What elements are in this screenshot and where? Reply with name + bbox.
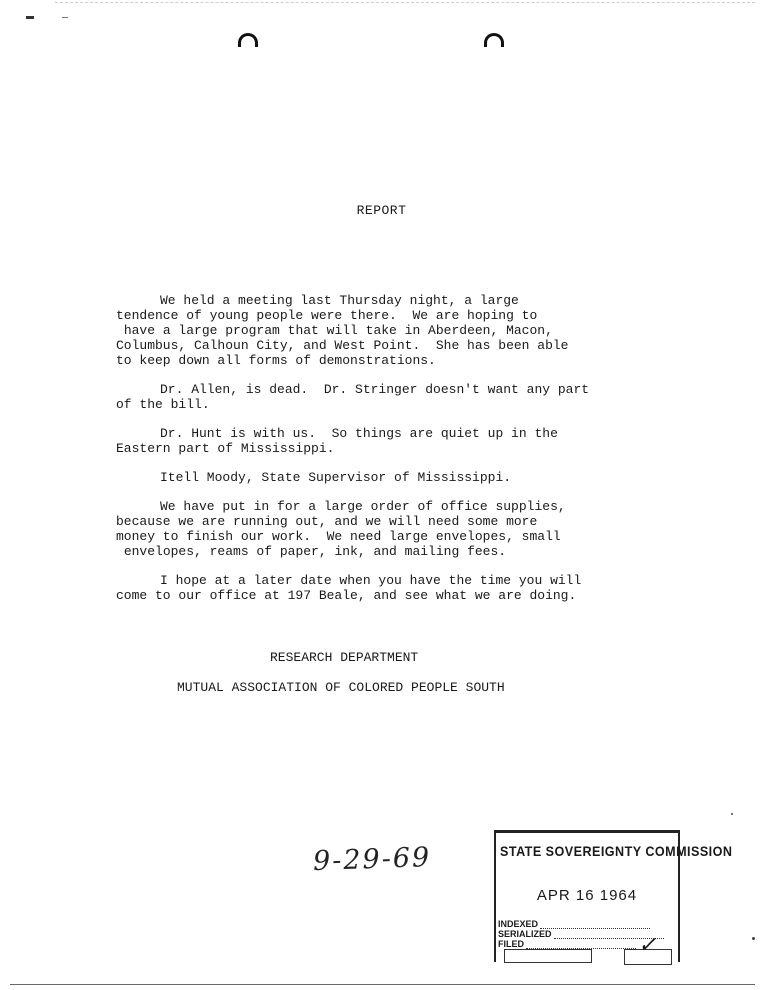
- signature-organization: MUTUAL ASSOCIATION OF COLORED PEOPLE SOUTH: [177, 680, 505, 695]
- paragraph-line: to keep down all forms of demonstrations.: [116, 353, 436, 368]
- stamp-row-label: INDEXED: [498, 919, 539, 929]
- scan-mark: [62, 17, 68, 18]
- commission-stamp: [494, 830, 733, 962]
- scan-speck: [731, 813, 733, 815]
- paragraph: [116, 293, 676, 368]
- paragraph-line: Itell Moody, State Supervisor of Mississippi.: [160, 470, 512, 485]
- stamp-row-filed: [498, 939, 636, 949]
- signature-department: RESEARCH DEPARTMENT: [270, 650, 419, 665]
- binder-hole-mark: [238, 33, 258, 47]
- paragraph-line: tendence of young people were there. We are hoping to: [116, 308, 538, 323]
- paragraph-line: Eastern part of Mississippi.: [116, 441, 335, 456]
- stamp-row-label: SERIALIZED: [498, 929, 552, 939]
- paragraph-line: money to finish our work. We need large envelopes, small: [116, 529, 561, 544]
- scan-edge-line: [55, 2, 755, 3]
- paragraph-line: envelopes, reams of paper, ink, and mailing fees.: [116, 544, 507, 559]
- paragraph-line: of the bill.: [116, 397, 210, 412]
- initials-scribble-icon: ✓: [638, 933, 657, 958]
- scan-speck: [752, 937, 755, 940]
- paragraph-line: We have put in for a large order of office supplies,: [160, 499, 566, 514]
- paragraph-line: Columbus, Calhoun City, and West Point. She has been able: [116, 338, 569, 353]
- binder-hole-mark: [484, 33, 504, 47]
- paragraph: [116, 573, 676, 603]
- paragraph-line: Dr. Hunt is with us. So things are quiet up in the: [160, 426, 558, 441]
- scan-mark: [26, 16, 34, 19]
- paragraph: [116, 470, 676, 485]
- paragraph-line: have a large program that will take in Aberdeen, Macon,: [116, 323, 553, 338]
- stamp-row-indexed: [498, 919, 650, 929]
- stamp-row-label: FILED: [498, 939, 524, 949]
- handwritten-date: 9-29-69: [312, 841, 432, 878]
- paragraph-line: I hope at a later date when you have the time you will: [160, 573, 582, 588]
- stamp-box: [504, 949, 592, 963]
- scan-edge-line: [10, 984, 755, 985]
- paragraph: [116, 499, 676, 559]
- report-body: [116, 293, 676, 617]
- stamp-date: APR 16 1964: [536, 887, 638, 904]
- stamp-header: STATE SOVEREIGNTY COMMISSION: [500, 843, 733, 859]
- paragraph-line: come to our office at 197 Beale, and see what we are doing.: [116, 588, 577, 603]
- paragraph: [116, 426, 676, 456]
- report-title: REPORT: [356, 203, 407, 218]
- paragraph-line: Dr. Allen, is dead. Dr. Stringer doesn't want any part: [160, 382, 590, 397]
- paragraph-line: because we are running out, and we will need some more: [116, 514, 538, 529]
- paragraph-line: We held a meeting last Thursday night, a large: [160, 293, 519, 308]
- paragraph: [116, 382, 676, 412]
